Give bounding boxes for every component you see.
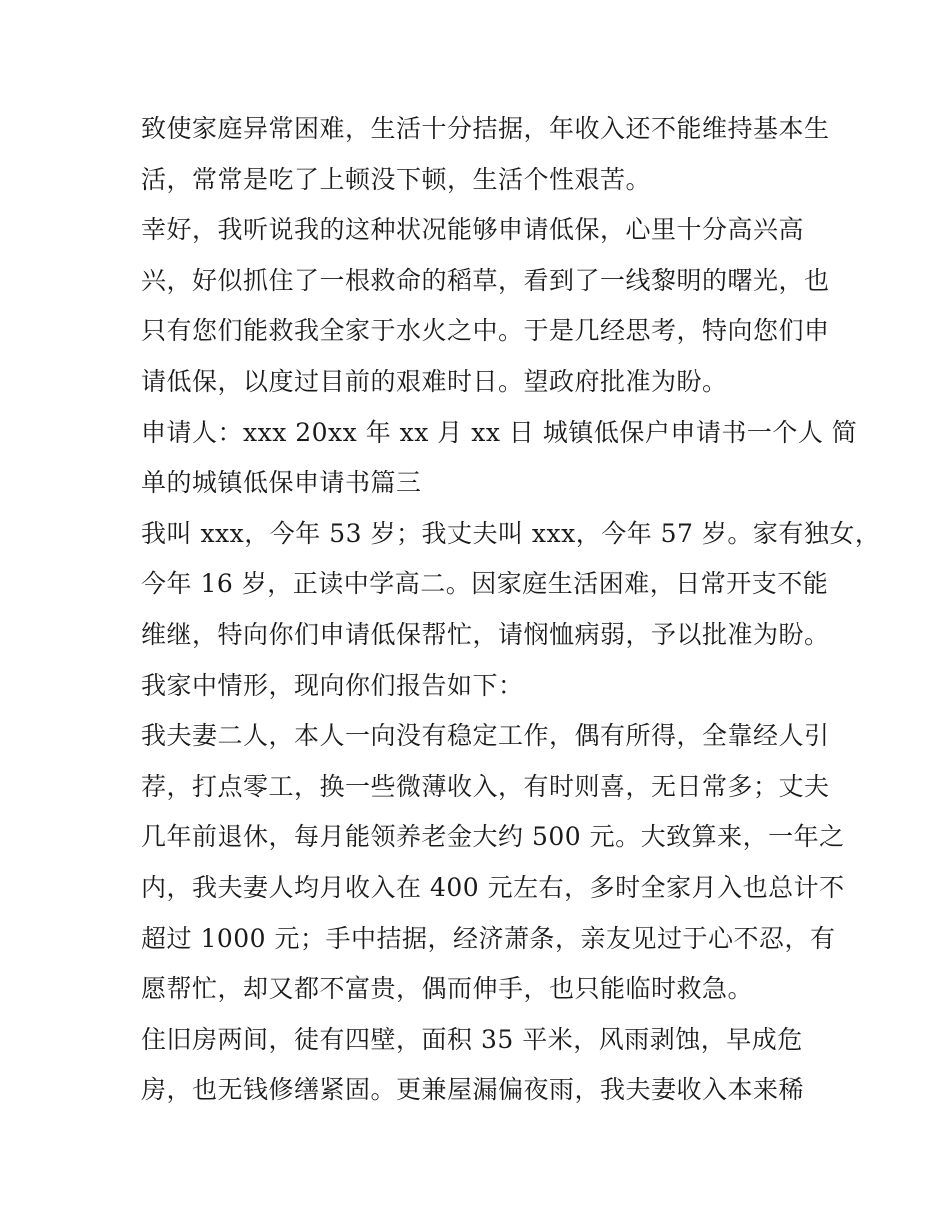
text-line: 兴，好似抓住了一根救命的稻草，看到了一线黎明的曙光，也 — [141, 265, 830, 295]
text-line: 活，常常是吃了上顿没下顿，生活个性艰苦。 — [141, 164, 652, 194]
text-line: 请低保，以度过目前的艰难时日。望政府批准为盼。 — [141, 366, 728, 396]
text-line: 我家中情形，现向你们报告如下： — [141, 670, 524, 700]
text-line: 超过 1000 元；手中拮据，经济萧条，亲友见过于心不忍，有 — [141, 923, 836, 953]
text-line: 致使家庭异常困难，生活十分拮据，年收入还不能维持基本生 — [141, 114, 830, 143]
text-line: 维继，特向你们申请低保帮忙，请悯恤病弱，予以批准为盼。 — [141, 619, 830, 649]
text-line: 幸好，我听说我的这种状况能够申请低保，心里十分高兴高 — [141, 215, 805, 245]
text-line: 今年 16 岁，正读中学高二。因家庭生活困难，日常开支不能 — [141, 569, 829, 599]
text-line: 内，我夫妻人均月收入在 400 元左右，多时全家月入也总计不 — [141, 872, 845, 902]
text-line: 荐，打点零工，换一些微薄收入，有时则喜，无日常多；丈夫 — [141, 771, 830, 801]
document-body — [141, 104, 881, 1116]
text-line: 愿帮忙，却又都不富贵，偶而伸手，也只能临时救急。 — [141, 974, 754, 1004]
text-line: 只有您们能救我全家于水火之中。于是几经思考，特向您们申 — [141, 316, 830, 346]
text-line: 房，也无钱修缮紧固。更兼屋漏偏夜雨，我夫妻收入本来稀 — [141, 1075, 805, 1105]
text-line: 我叫 xxx，今年 53 岁；我丈夫叫 xxx，今年 57 岁。家有独女， — [141, 518, 881, 548]
text-line: 申请人：xxx 20xx 年 xx 月 xx 日 城镇低保户申请书一个人 简 — [141, 417, 858, 447]
text-line: 几年前退休，每月能领养老金大约 500 元。大致算来，一年之 — [141, 822, 845, 852]
text-line: 住旧房两间，徒有四壁，面积 35 平米，风雨剥蚀，早成危 — [141, 1024, 803, 1054]
text-line: 单的城镇低保申请书篇三 — [141, 468, 422, 498]
text-line: 我夫妻二人，本人一向没有稳定工作，偶有所得，全靠经人引 — [141, 721, 830, 751]
